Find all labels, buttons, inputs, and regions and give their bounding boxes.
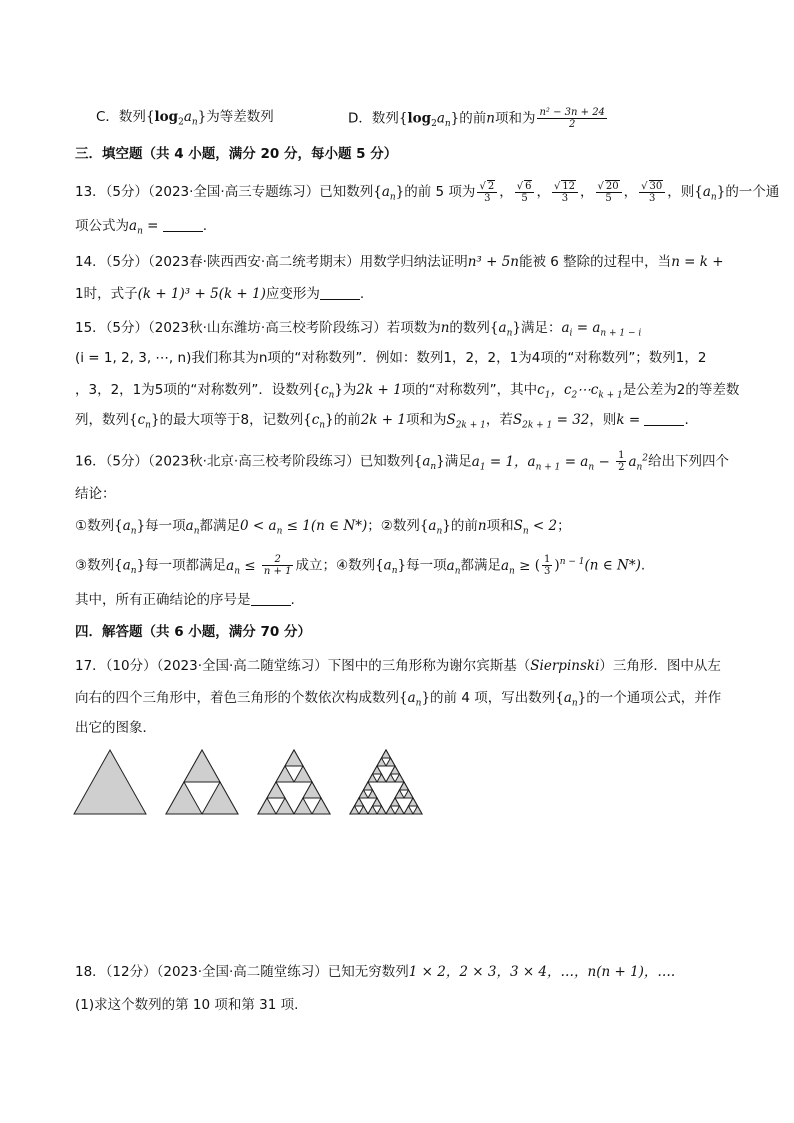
shaded-triangle: [285, 750, 303, 766]
shaded-triangle: [382, 750, 391, 758]
q18-line1: 18．（12分）（2023·全国·高二随堂练习）已知无穷数列1 × 2，2 × 3，3 × 4，…，n(n + 1)，….: [75, 964, 676, 980]
q17-line2: 向右的四个三角形中，着色三角形的个数依次构成数列$\{a_n\}$的前 4 项，写出数列$\{a_n\}$的一个通项公式，并作: [75, 690, 722, 709]
q13-term-4: $\frac{√ 20}{5}$: [596, 180, 622, 204]
q16-conclusions-3-4: ③数列$\{a_n\}$每一项都满足$a_n$ ≤ $\frac{2}{n + 1}$ 成立；④数列$\{a_n\}$每一项$a_n$都满足$a_n$ ≥ ( $\frac{1}{3}$ )$^{n - 1}$(n ∈ N*).: [75, 554, 646, 577]
q17-line3: 出它的图象．: [75, 720, 156, 736]
q13-line2: 项公式为$a_n$ = .: [75, 218, 208, 237]
sierpinski-triangles-figure: [70, 748, 430, 816]
answer-blank[interactable]: [251, 591, 291, 606]
q16-answer-line: 其中，所有正确结论的序号是 .: [75, 592, 295, 608]
q15-line1: 15．（5分）（2023秋·山东潍坊·高三校考阶段练习）若项数为n的数列$\{a_n\}$满足：$a_i = a_{n + 1 - i}$: [75, 320, 642, 339]
option-d: D．数列$\{\log_2a_n\}$的前n项和为 $\frac{\text{n² − 3n + 24}}{2}$: [348, 107, 605, 130]
q15-line2: (i = 1, 2, 3, ⋯, n)我们称其为n项的“对称数列”．例如：数列1，2，2，1为4项的“对称数列”；数列1，2: [75, 350, 707, 366]
section-4-title: 四．解答题（共 6 小题，满分 70 分）: [75, 624, 311, 640]
q16-line2: 结论：: [75, 486, 116, 502]
q15-line4: 列，数列$\{c_n\}$的最大项等于8，记数列$\{c_n\}$的前2k + 1项和为$S_{2k + 1}$，若$S_{2k + 1} = 32$，则k = .: [75, 412, 689, 431]
q18-sub1: (1)求这个数列的第 10 项和第 31 项.: [75, 997, 299, 1013]
q13-term-2: $\frac{√ 6}{5}$: [515, 180, 535, 204]
q13-term-1: $\frac{√ 2}{3}$: [477, 180, 497, 204]
shaded-triangle: [184, 750, 220, 782]
answer-blank[interactable]: [644, 411, 684, 426]
sum-fraction: $\frac{\text{n² − 3n + 24}}{2}$: [539, 107, 605, 130]
shaded-triangle: [74, 750, 146, 814]
q13-term-5: $\frac{√ 30}{3}$: [639, 180, 665, 204]
q13-terms: $\frac{√ 2}{3}$ ， $\frac{√ 6}{5}$ ， $\frac{√ 12}{3}$ ， $\frac{√ 20}{5}$ ， $\frac{√ 30}{3}$: [475, 184, 667, 200]
q17-line1: 17．（10分）（2023·全国·高二随堂练习）下图中的三角形称为谢尔宾斯基（Sierpinski）三角形．图中从左: [75, 658, 721, 674]
q16-line1: 16．（5分）（2023秋·北京·高三校考阶段练习）已知数列$\{a_n\}$满足$a_1 = 1$，$a_{n + 1} = a_n$ − $\frac{1}{2}$ $a_n^2$给出下列四个: [75, 450, 730, 473]
answer-blank[interactable]: [320, 285, 360, 300]
q16-conclusions-1-2: ①数列$\{a_n\}$每一项$a_n$都满足$0 < a_n \le 1(n$ ∈ N*)；②数列$\{a_n\}$的前n项和$S_n < 2$；: [75, 518, 571, 537]
q13-line1: 13．（5分）（2023·全国·高三专题练习）已知数列$\{a_n\}$的前 5 项为 $\frac{√ 2}{3}$ ， $\frac{√ 6}{5}$ ， $\frac{√ 12}{3}$ ， $\frac{√ 20}{5}$ ， $\frac{√ 30}{3}$ ，则$\{a_n\}$的一个通: [75, 181, 780, 204]
answer-blank[interactable]: [163, 217, 203, 232]
option-c: C．数列$\{\log_2a_n\}$为等差数列: [96, 109, 274, 128]
q15-line3: ，3，2，1为5项的“对称数列”．设数列$\{c_n\}$为2k + 1项的“对称数列”，其中$c_1$，$c_2\cdots c_{k + 1}$是公差为2的等差数: [75, 382, 740, 401]
q13-term-3: $\frac{√ 12}{3}$: [552, 180, 578, 204]
q14-line1: 14．（5分）（2023春·陕西西安·高二统考期末）用数学归纳法证明n³ + 5n能被 6 整除的过程中，当n = k +: [75, 254, 724, 270]
q14-line2: 1时，式子(k + 1)³ + 5(k + 1)应变形为 .: [75, 286, 365, 302]
section-3-title: 三．填空题（共 4 小题，满分 20 分，每小题 5 分）: [75, 146, 398, 162]
